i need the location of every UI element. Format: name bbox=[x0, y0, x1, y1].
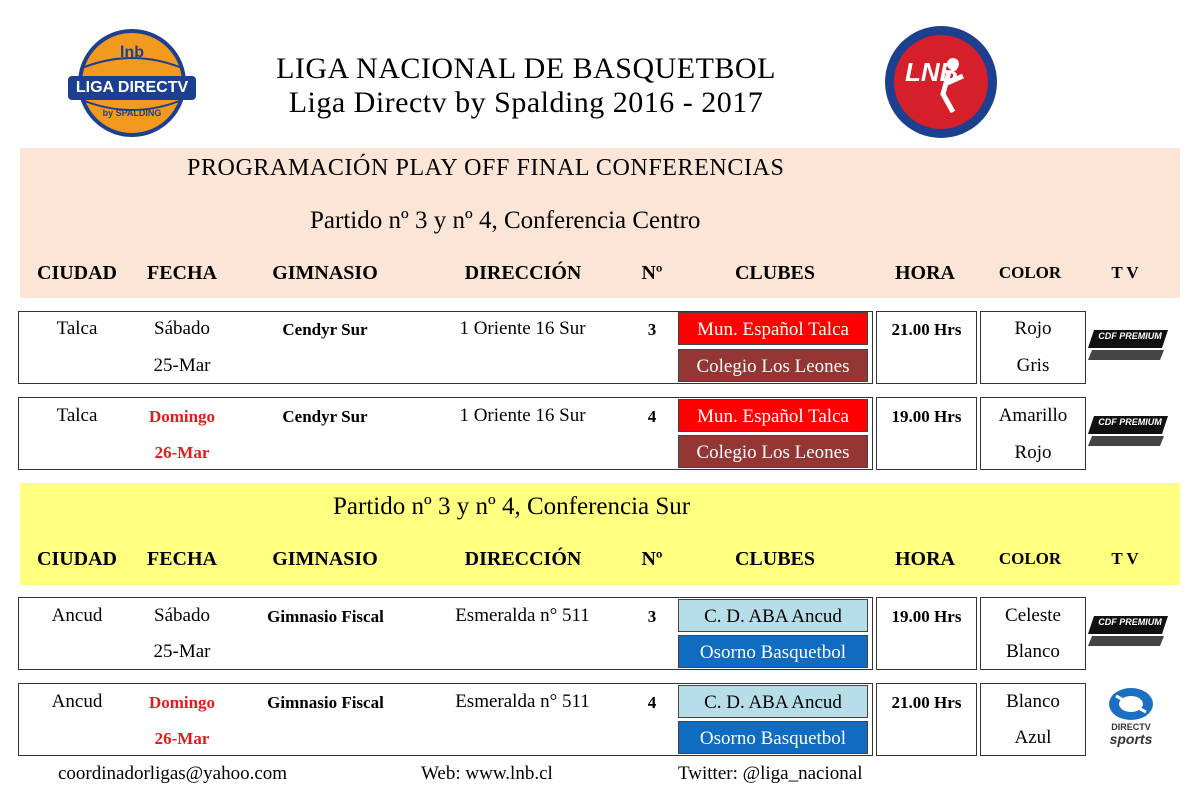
club-local: C. D. ABA Ancud bbox=[678, 685, 868, 718]
direccion: 1 Oriente 16 Sur bbox=[459, 318, 586, 339]
cdf-premium-logo bbox=[1088, 612, 1170, 654]
dia: Sábado bbox=[154, 605, 210, 626]
section-centro-title: Partido nº 3 y nº 4, Conferencia Centro bbox=[310, 207, 701, 234]
direccion: Esmeralda n° 511 bbox=[455, 605, 590, 626]
lnb-logo bbox=[883, 24, 999, 140]
header-fecha: FECHA bbox=[147, 548, 217, 570]
logo-left-liga-directv: LIGA DIRECTV bbox=[75, 79, 189, 96]
dia: Sábado bbox=[154, 318, 210, 339]
club-local: Mun. Español Talca bbox=[678, 312, 868, 345]
cdf-text: CDF PREMIUM bbox=[1098, 331, 1162, 341]
club-local: C. D. ABA Ancud bbox=[678, 599, 868, 632]
header-clubes: CLUBES bbox=[734, 262, 816, 284]
fecha: 25-Mar bbox=[153, 355, 211, 376]
club-visita: Osorno Basquetbol bbox=[678, 635, 868, 668]
gimnasio: Gimnasio Fiscal bbox=[267, 607, 384, 626]
numero: 3 bbox=[647, 320, 657, 339]
hora: 21.00 Hrs bbox=[891, 320, 962, 339]
header-numero: Nº bbox=[641, 548, 663, 570]
directv-text: DIRECTV bbox=[1111, 722, 1151, 732]
gimnasio: Cendyr Sur bbox=[282, 407, 368, 426]
cdf-text: CDF PREMIUM bbox=[1098, 617, 1162, 627]
header-hora: HORA bbox=[895, 548, 955, 570]
logo-right-letters: LNB bbox=[905, 57, 959, 87]
fecha: 26-Mar bbox=[154, 729, 210, 748]
program-title: PROGRAMACIÓN PLAY OFF FINAL CONFERENCIAS bbox=[187, 155, 785, 181]
hora: 19.00 Hrs bbox=[891, 407, 962, 426]
footer-web[interactable]: Web: www.lnb.cl bbox=[421, 763, 553, 784]
sports-text: sports bbox=[1109, 731, 1153, 747]
header-ciudad: CIUDAD bbox=[37, 262, 117, 284]
dia: Domingo bbox=[148, 407, 216, 426]
header-direccion: DIRECCIÓN bbox=[464, 548, 582, 570]
color-local: Celeste bbox=[1005, 605, 1061, 626]
club-local: Mun. Español Talca bbox=[678, 399, 868, 432]
gimnasio: Cendyr Sur bbox=[282, 320, 368, 339]
hora: 19.00 Hrs bbox=[891, 607, 962, 626]
footer-email[interactable]: coordinadorligas@yahoo.com bbox=[58, 763, 288, 784]
club-visita: Colegio Los Leones bbox=[678, 349, 868, 382]
header-ciudad: CIUDAD bbox=[37, 548, 117, 570]
footer-twitter[interactable]: Twitter: @liga_nacional bbox=[678, 763, 863, 784]
gimnasio: Gimnasio Fiscal bbox=[267, 693, 384, 712]
numero: 3 bbox=[647, 607, 657, 626]
ciudad: Ancud bbox=[51, 605, 103, 626]
header-gimnasio: GIMNASIO bbox=[272, 548, 378, 570]
header-tv: T V bbox=[1111, 263, 1139, 282]
cdf-text: CDF PREMIUM bbox=[1098, 417, 1162, 427]
ciudad: Talca bbox=[56, 318, 98, 339]
header-hora: HORA bbox=[895, 262, 955, 284]
cdf-premium-logo bbox=[1088, 326, 1170, 368]
header-fecha: FECHA bbox=[147, 262, 217, 284]
direccion: 1 Oriente 16 Sur bbox=[459, 405, 586, 426]
title-line1: LIGA NACIONAL DE BASQUETBOL bbox=[276, 52, 776, 85]
ciudad: Talca bbox=[56, 405, 98, 426]
color-visita: Blanco bbox=[1006, 641, 1060, 662]
header-gimnasio: GIMNASIO bbox=[272, 262, 378, 284]
header-direccion: DIRECCIÓN bbox=[464, 262, 582, 284]
color-visita: Rojo bbox=[1014, 442, 1052, 463]
header-numero: Nº bbox=[641, 262, 663, 284]
header-tv: T V bbox=[1111, 549, 1139, 568]
section-sur-title: Partido nº 3 y nº 4, Conferencia Sur bbox=[333, 493, 691, 520]
color-local: Blanco bbox=[1006, 691, 1060, 712]
color-visita: Gris bbox=[1016, 355, 1050, 376]
numero: 4 bbox=[647, 407, 657, 426]
dia: Domingo bbox=[148, 693, 216, 712]
liga-directv-logo bbox=[62, 28, 202, 138]
color-local: Rojo bbox=[1014, 318, 1052, 339]
title-line2: Liga Directv by Spalding 2016 - 2017 bbox=[288, 86, 764, 119]
cdf-premium-logo bbox=[1088, 412, 1170, 454]
logo-left-spalding: by SPALDING bbox=[102, 108, 162, 118]
club-visita: Osorno Basquetbol bbox=[678, 721, 868, 754]
header-color: COLOR bbox=[998, 263, 1062, 282]
ciudad: Ancud bbox=[51, 691, 103, 712]
logo-left-lnb: lnb bbox=[120, 44, 144, 61]
color-local: Amarillo bbox=[998, 405, 1068, 426]
directv-sports-logo bbox=[1096, 686, 1166, 748]
header-color: COLOR bbox=[998, 549, 1062, 568]
color-visita: Azul bbox=[1014, 727, 1052, 748]
fecha: 25-Mar bbox=[153, 641, 211, 662]
hora: 21.00 Hrs bbox=[891, 693, 962, 712]
numero: 4 bbox=[647, 693, 657, 712]
header-clubes: CLUBES bbox=[734, 548, 816, 570]
direccion: Esmeralda n° 511 bbox=[455, 691, 590, 712]
fecha: 26-Mar bbox=[154, 443, 210, 462]
club-visita: Colegio Los Leones bbox=[678, 435, 868, 468]
